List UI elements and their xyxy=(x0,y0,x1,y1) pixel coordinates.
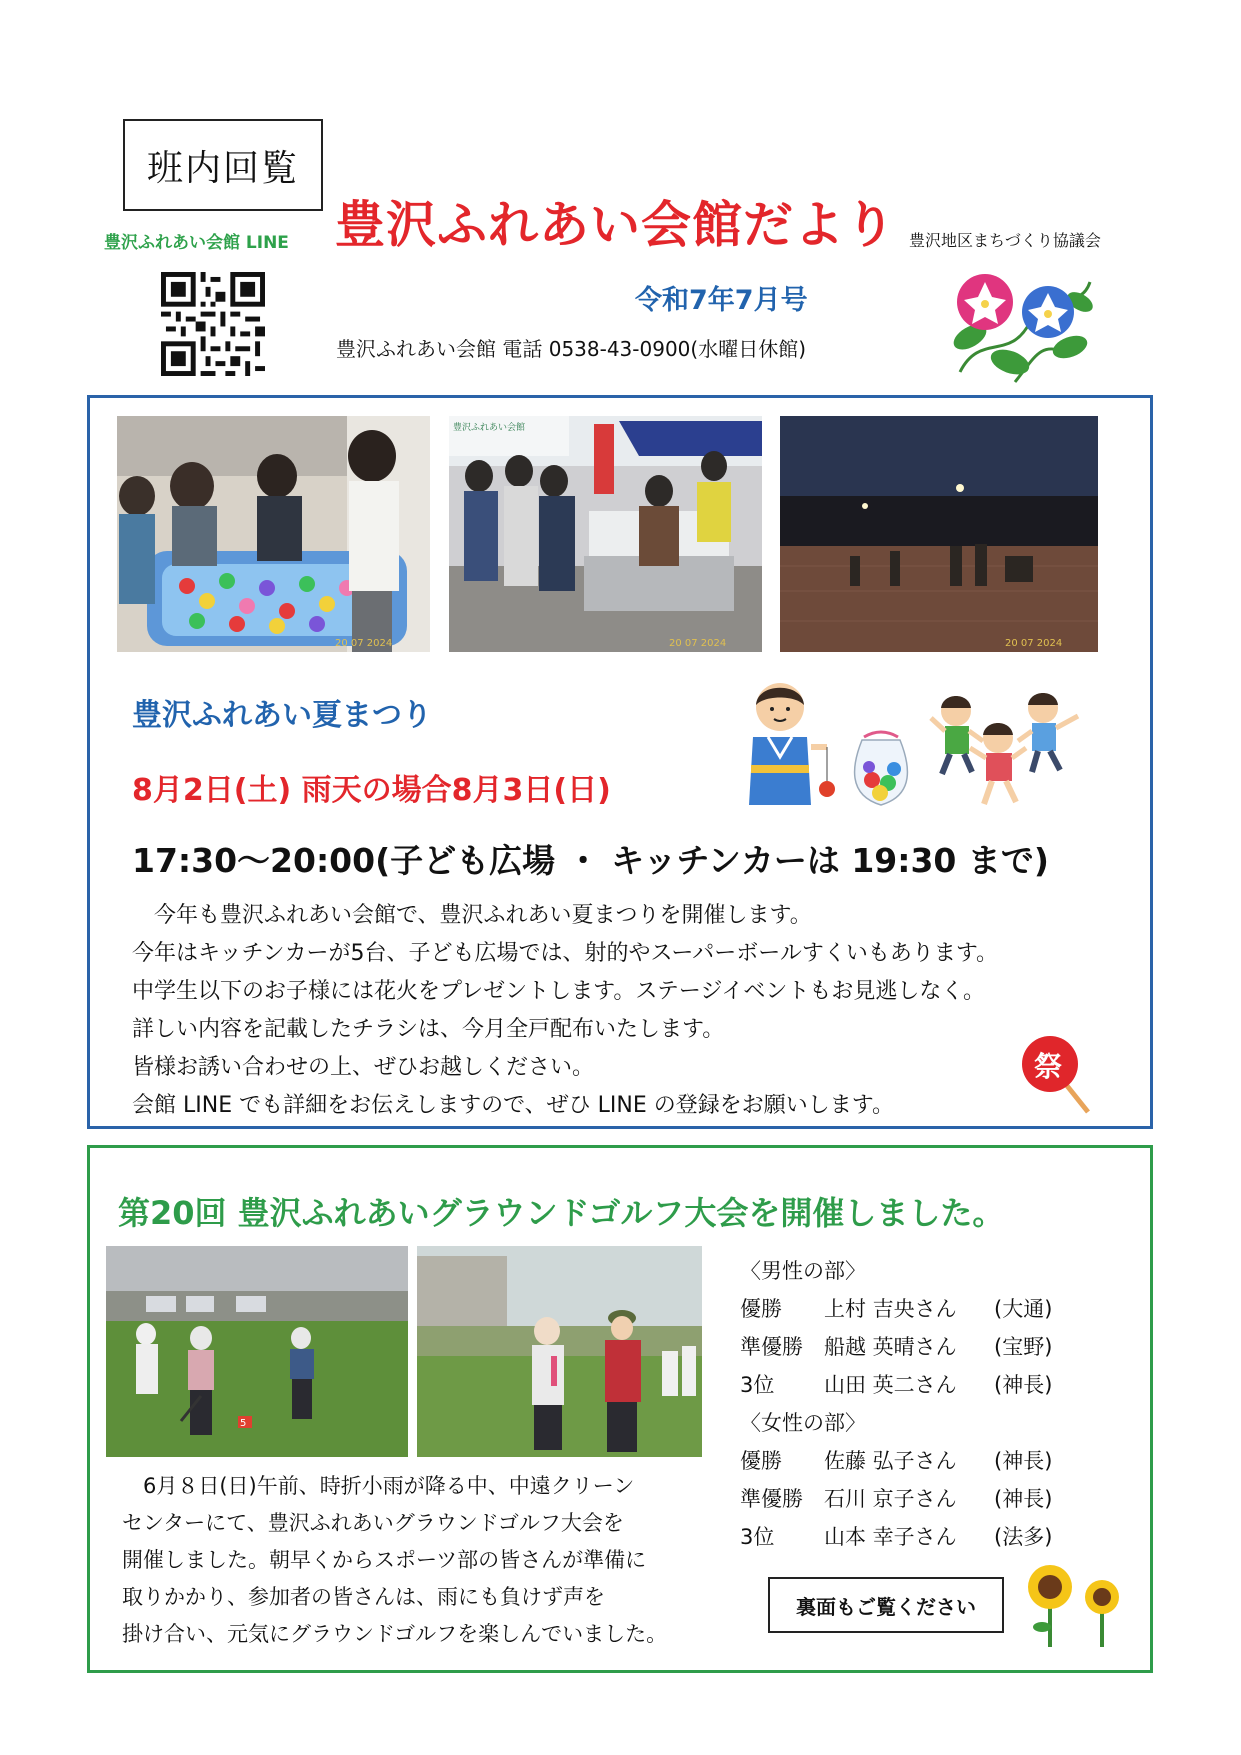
result-row: 3位 山田 英二さん (神長) xyxy=(740,1373,1053,1397)
photo-ball-scooping xyxy=(117,416,430,652)
gg-body-line: 開催しました。朝早くからスポーツ部の皆さんが準備に xyxy=(122,1548,647,1572)
circulation-label: 班内回覧 xyxy=(123,119,323,211)
event-description xyxy=(132,897,998,1125)
tent-sign: 豊沢ふれあい会館 xyxy=(453,423,526,433)
photo-food-stall xyxy=(449,416,762,652)
gg-body-line: 掛け合い、元気にグラウンドゴルフを楽しんでいました。 xyxy=(122,1622,668,1646)
result-row: 優勝 上村 吉央さん (大通) xyxy=(740,1297,1053,1321)
men-heading: 〈男性の部〉 xyxy=(740,1259,866,1283)
event-body-line: 今年も豊沢ふれあい会館で、豊沢ふれあい夏まつりを開催します。 xyxy=(132,903,812,928)
line-label: 豊沢ふれあい会館 LINE xyxy=(104,233,289,253)
sunflower-icon xyxy=(1020,1565,1125,1647)
result-row: 準優勝 船越 英晴さん (宝野) xyxy=(740,1335,1053,1359)
gg-body-line: センターにて、豊沢ふれあいグラウンドゴルフ大会を xyxy=(122,1511,624,1535)
event-date: 8月2日(土) 雨天の場合8月3日(日) xyxy=(132,773,611,808)
page-title: 豊沢ふれあい会館だより xyxy=(335,196,896,254)
yukata-boy-icon xyxy=(735,677,845,812)
photo-date-stamp: 20 07 2024 xyxy=(1005,638,1063,649)
result-row: 優勝 佐藤 弘子さん (神長) xyxy=(740,1449,1053,1473)
event-body-line: 中学生以下のお子様には花火をプレゼントします。ステージイベントもお見逃しなく。 xyxy=(132,979,985,1004)
photo-night-stage xyxy=(780,416,1098,652)
ground-golf-description xyxy=(122,1468,667,1653)
photo-award-ceremony xyxy=(417,1246,702,1457)
result-row: 3位 山本 幸子さん (法多) xyxy=(740,1525,1053,1549)
issue-label: 令和7年7月号 xyxy=(635,285,808,316)
photo-ground-golf-play xyxy=(106,1246,408,1457)
fan-text: 祭 xyxy=(1034,1050,1063,1083)
superball-bag-icon xyxy=(842,725,920,810)
event-time: 17:30〜20:00(子ども広場 ・ キッチンカーは 19:30 まで) xyxy=(132,841,1049,880)
ground-golf-title: 第20回 豊沢ふれあいグラウンドゴルフ大会を開催しました。 xyxy=(118,1194,1005,1232)
festival-fan-icon xyxy=(1020,1032,1095,1117)
contact-info: 豊沢ふれあい会館 電話 0538-43-0900(水曜日休館) xyxy=(336,337,806,361)
event-body-line: 今年はキッチンカーが5台、子ども広場では、射的やスーパーボールすくいもあります。 xyxy=(132,941,999,966)
photo-date-stamp: 20 07 2024 xyxy=(669,638,727,649)
women-heading: 〈女性の部〉 xyxy=(740,1411,866,1435)
back-page-notice: 裏面もご覧ください xyxy=(768,1577,1004,1633)
organization-name: 豊沢地区まちづくり協議会 xyxy=(909,231,1101,250)
morning-glory-icon xyxy=(940,262,1100,392)
dancing-children-icon xyxy=(928,686,1088,811)
result-row: 準優勝 石川 京子さん (神長) xyxy=(740,1487,1053,1511)
event-body-line: 会館 LINE でも詳細をお伝えしますので、ぜひ LINE の登録をお願いします。 xyxy=(132,1093,894,1118)
results-list xyxy=(740,1252,1052,1556)
photo-date-stamp: 20 07 2024 xyxy=(335,638,393,649)
gg-body-line: 取りかかり、参加者の皆さんは、雨にも負けず声を xyxy=(122,1585,605,1609)
event-title: 豊沢ふれあい夏まつり xyxy=(132,698,432,733)
event-body-line: 皆様お誘い合わせの上、ぜひお越しください。 xyxy=(132,1055,595,1080)
event-body-line: 詳しい内容を記載したチラシは、今月全戸配布いたします。 xyxy=(132,1017,725,1042)
gg-body-line: 6月８日(日)午前、時折小雨が降る中、中遠クリーン xyxy=(122,1474,635,1498)
qr-code-icon[interactable] xyxy=(161,272,265,376)
ball-number: 5 xyxy=(240,1418,247,1429)
